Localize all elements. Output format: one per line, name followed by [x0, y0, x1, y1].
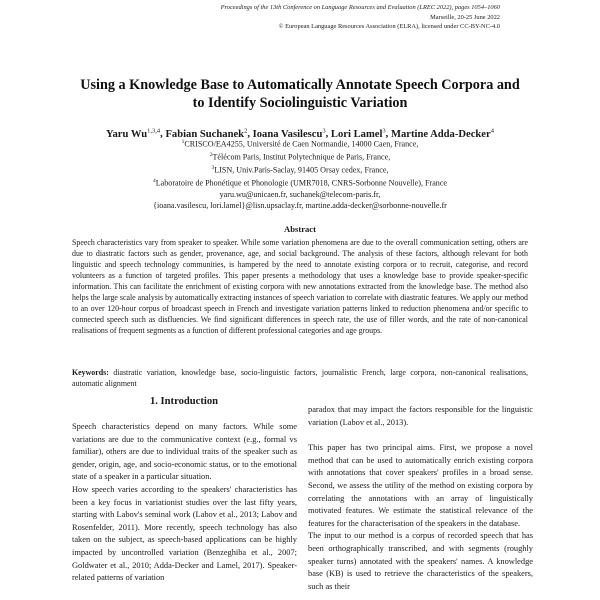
- author: Fabian Suchanek$^2$: [165, 127, 248, 140]
- affiliation: $^1$CRISCO/EA4255, Université de Caen Normandie, 14000 Caen, France,: [181, 139, 419, 149]
- paragraph-gap: [308, 429, 533, 442]
- author-list: Yaru Wu$^{1,3,4}$, Fabian Suchanek$^2$, Ioana Vasilescu$^3$, Lori Lamel$^3$, Martine Adda-Decker$^4$: [106, 127, 494, 140]
- author: Martine Adda-Decker$^4$: [390, 127, 494, 140]
- conference-location-date: Marseille, 20-25 June 2022: [430, 13, 500, 21]
- paragraph: How speech varies according to the speakers' characteristics has been a key focus in variationist studies over the last fifty years, starting with Labov's seminal work (Labov et al., 2013; Labov and Rosenfelder, 2011). More recently, speech technology has also taken on the subject, as speech-based applications can be highly impacted by uncontrolled variation (Benzeghiba et al., 2007; Goldwater et al., 2010; Adda-Decker and Lamel, 2017). Speaker-related patterns of variation: [72, 484, 297, 583]
- proceedings-citation: Proceedings of the 13th Conference on Language Resources and Evaluation (LREC 2022), pages 1054–1060: [220, 4, 500, 11]
- paragraph: This paper has two principal aims. First, we propose a novel method that can be used to automatically enrich existing corpora with annotations that cover speakers' profiles in a broad sense. Second, we assess the utility of the method on existing corpora by correlating the annotations with an array of linguistically motivated features. We estimate the statistical relevance of the features for the characterisation of the speakers in the database.: [308, 443, 533, 528]
- author-emails: yaru.wu@unicaen.fr, suchanek@telecom-paris.fr,: [219, 189, 381, 199]
- paragraph: Speech characteristics depend on many factors. While some variations are due to the communicative context (e.g., formal vs familiar), others are due to individual traits of the speaker such as gender, origin, age, and socio-economic status, or to the emotional state of a speaker in a particular situation.: [72, 422, 297, 482]
- abstract-heading: Abstract: [284, 224, 316, 234]
- license-notice: © European Language Resources Association (ELRA), licensed under CC-BY-NC-4.0: [278, 23, 500, 31]
- title-line-1: Using a Knowledge Base to Automatically Annotate Speech Corpora and: [80, 77, 520, 93]
- right-column: [308, 404, 533, 593]
- affiliation: $^4$Laboratoire de Phonétique et Phonologie (UMR7018, CNRS-Sorbonne Nouvelle), France: [152, 177, 448, 188]
- section-heading-introduction: 1. Introduction: [149, 396, 219, 407]
- author: Lori Lamel$^3$: [330, 127, 386, 140]
- paper-title: [60, 76, 540, 112]
- affiliation: $^3$LISN, Univ.Paris-Saclay, 91405 Orsay cedex, France,: [211, 164, 389, 175]
- proceedings-header: [221, 3, 500, 32]
- keywords-label: Keywords:: [72, 368, 109, 377]
- paragraph: The input to our method is a corpus of recorded speech that has been orthographically transcribed, and with segments (roughly speaker turns) annotated with the speakers' names. A knowledge base (KB) is used to retrieve the characteristics of the speakers, such as their: [308, 531, 533, 591]
- author: Ioana Vasilescu$^3$: [252, 127, 326, 140]
- keywords-list: diastratic variation, knowledge base, socio-linguistic factors, journalistic French, large corpora, non-canonical realisations, automatic alignment: [72, 368, 528, 389]
- keywords: [72, 367, 528, 389]
- abstract-text: Speech characteristics vary from speaker to speaker. While some variation phenomena are due to the overall communication setting, others are due to diastratic factors such as gender, provenance, age, and social background. The analysis of these factors, although relevant for both linguistic and speech technology communities, is hampered by the need to annotate existing corpora or to recruit, categorise, and record volunteers as a function of targeted profiles. This paper presents a methodology that uses a knowledge base to provide speaker-specific information. This can facilitate the enrichment of existing corpora with new annotations extracted from the knowledge base. The method also helps the large scale analysis by automatically extracting instances of speech variation to correlate with diastratic features. We apply our method to an over 120-hour corpus of broadcast speech in French and investigate variation patterns linked to reduction phenomena and/or specific to connected speech such as disfluencies. We find significant differences in speech rate, the use of filler words, and the rate of non-canonical realisations of frequent segments as a function of different professional categories and age groups.: [72, 238, 528, 336]
- affiliations: [60, 137, 540, 211]
- author: Yaru Wu$^{1,3,4}$: [106, 127, 161, 140]
- paragraph: paradox that may impact the factors responsible for the linguistic variation (Labov et al., 2013).: [308, 405, 533, 427]
- left-column: [72, 421, 297, 585]
- affiliation: $^2$Télécom Paris, Institut Polytechnique de Paris, France,: [209, 151, 391, 162]
- title-line-2: to Identify Sociolinguistic Variation: [192, 95, 408, 111]
- author-emails: {ioana.vasilescu, lori.lamel}@lisn.upsaclay.fr, martine.adda-decker@sorbonne-nouvelle.fr: [153, 200, 447, 210]
